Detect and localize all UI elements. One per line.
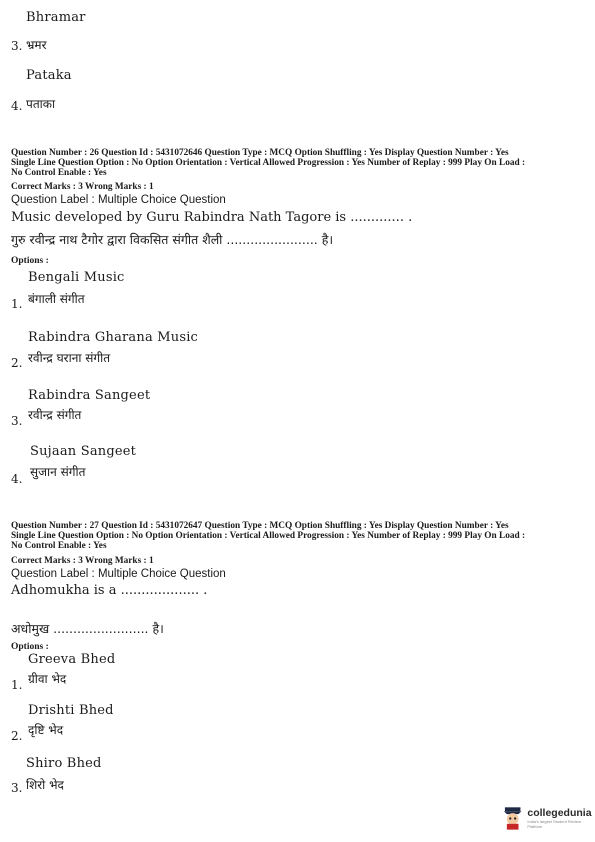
option-number: 1. (11, 297, 23, 311)
option-english: Greeva Bhed (28, 652, 116, 667)
option-english: Pataka (26, 68, 72, 83)
option-english: Sujaan Sangeet (30, 444, 137, 459)
question-text-hindi: गुरु रवीन्द्र नाथ टैगोर द्वारा विकसित संगीत शैली ....................... है। (11, 232, 334, 247)
option-hindi: बंगाली संगीत (28, 292, 85, 306)
option-number: 3. (11, 39, 23, 53)
collegedunia-logo (502, 806, 595, 830)
option-number: 2. (11, 356, 23, 370)
question-meta: Single Line Question Option : No Option Orientation : Vertical Allowed Progression : Yes Number of Replay : 999 Play On Load : (11, 158, 526, 168)
option-number: 2. (11, 729, 23, 743)
question-label: Question Label : Multiple Choice Question (11, 194, 226, 206)
option-number: 1. (11, 678, 23, 692)
option-english: Rabindra Sangeet (28, 388, 151, 403)
option-english: Bhramar (26, 10, 86, 25)
question-meta: Question Number : 27 Question Id : 5431072647 Question Type : MCQ Option Shuffling : Yes Display Question Number : Yes (11, 521, 509, 531)
option-hindi: ग्रीवा भेद (28, 672, 67, 686)
option-english: Shiro Bhed (26, 756, 102, 771)
question-meta: Single Line Question Option : No Option Orientation : Vertical Allowed Progression : Yes Number of Replay : 999 Play On Load : (11, 531, 526, 541)
option-english: Bengali Music (28, 270, 125, 285)
question-marks: Correct Marks : 3 Wrong Marks : 1 (11, 182, 154, 192)
option-number: 4. (11, 99, 23, 113)
option-number: 4. (11, 472, 23, 486)
option-hindi: रवीन्द्र संगीत (28, 408, 82, 422)
option-english: Drishti Bhed (28, 703, 114, 718)
option-number: 3. (11, 781, 23, 795)
option-hindi: भ्रमर (26, 38, 47, 52)
question-text-english: Adhomukha is a ................... . (11, 583, 208, 598)
option-english: Rabindra Gharana Music (28, 330, 199, 345)
option-hindi: रवीन्द्र घराना संगीत (28, 351, 111, 365)
option-number: 3. (11, 414, 23, 428)
question-marks: Correct Marks : 3 Wrong Marks : 1 (11, 556, 154, 566)
mascot-icon (502, 806, 523, 830)
option-hindi: पताका (26, 97, 56, 111)
question-text-english: Music developed by Guru Rabindra Nath Tagore is ............. . (11, 210, 413, 225)
option-hindi: दृष्टि भेद (28, 723, 64, 737)
question-meta: No Control Enable : Yes (11, 541, 107, 551)
question-label: Question Label : Multiple Choice Question (11, 568, 226, 580)
question-text-hindi: अधोमुख ........................ है। (11, 621, 164, 636)
question-meta: No Control Enable : Yes (11, 168, 107, 178)
question-meta: Question Number : 26 Question Id : 5431072646 Question Type : MCQ Option Shuffling : Yes Display Question Number : Yes (11, 148, 509, 158)
options-heading: Options : (11, 642, 49, 652)
logo-brand: collegedunia (527, 807, 592, 819)
option-hindi: शिरो भेद (26, 778, 64, 792)
logo-tagline: India's largest Student Review Platform (527, 819, 582, 829)
option-hindi: सुजान संगीत (30, 465, 86, 479)
options-heading: Options : (11, 256, 49, 266)
